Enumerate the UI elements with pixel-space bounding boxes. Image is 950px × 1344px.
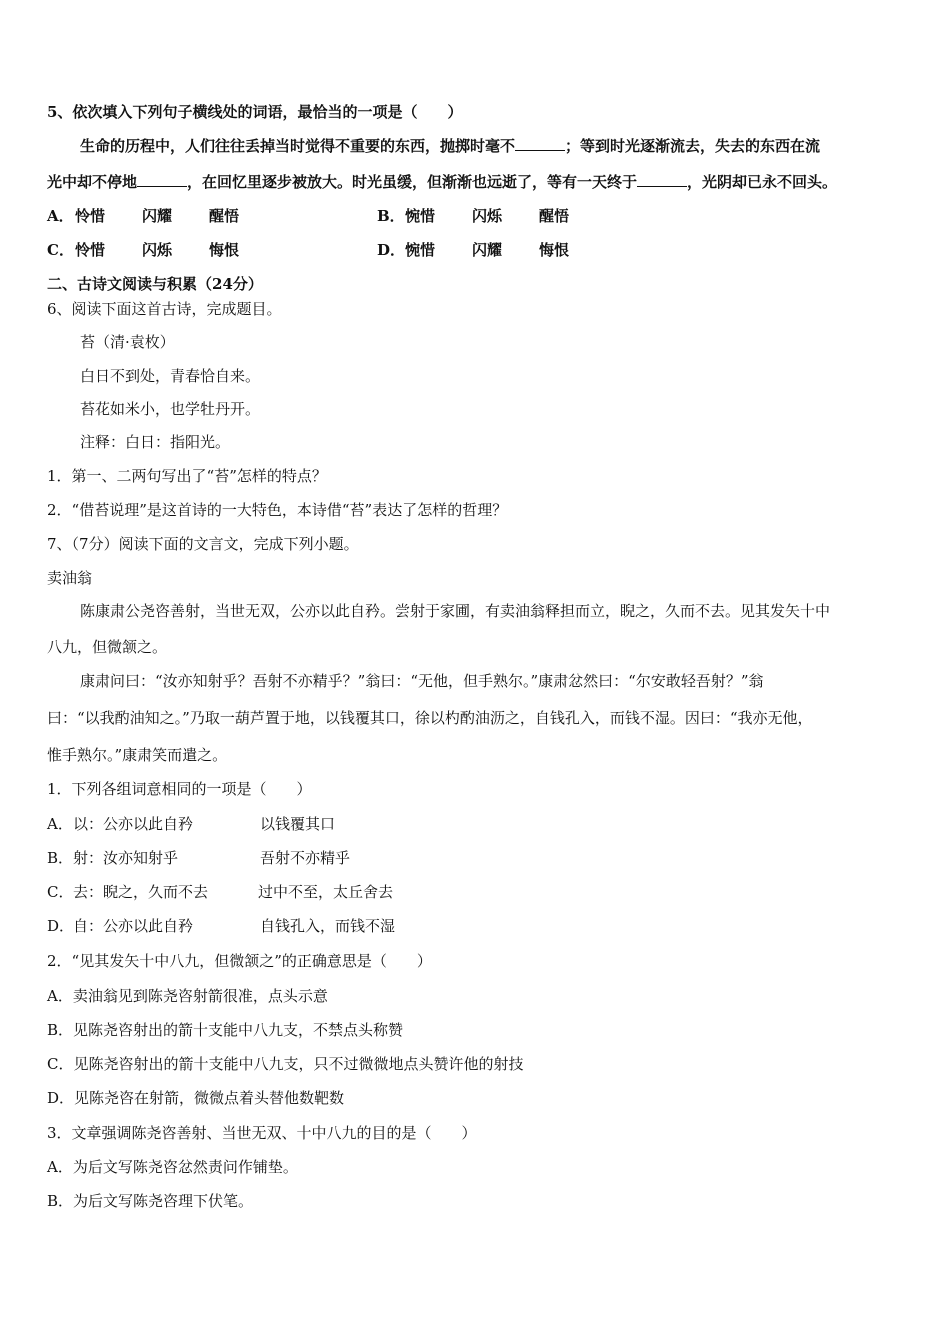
option-key: C． bbox=[47, 1055, 74, 1073]
option-word: 悔恨 bbox=[539, 241, 570, 259]
section-title: 二、古诗文阅读与积累（24分） bbox=[47, 275, 263, 293]
option-text: 自钱孔入，而钱不湿 bbox=[260, 917, 396, 935]
q7-stem: 7、（7分）阅读下面的文言文，完成下列小题。 bbox=[47, 535, 359, 553]
option-text: 射：汝亦知射乎 bbox=[73, 849, 179, 867]
option-word: 悔恨 bbox=[209, 241, 240, 259]
option-text: 以钱覆其口 bbox=[260, 815, 336, 833]
option-key: B． bbox=[47, 1021, 74, 1039]
q7-s2-option-b[interactable] bbox=[47, 1020, 403, 1040]
option-key: A． bbox=[47, 815, 73, 833]
option-text: 自：公亦以此自矜 bbox=[73, 917, 194, 935]
q5-passage-line2 bbox=[47, 172, 837, 192]
q5-stem: 5、依次填入下列句子横线处的词语，最恰当的一项是（ ） bbox=[47, 103, 463, 121]
option-word: 醒悟 bbox=[209, 207, 240, 225]
q7-s2-stem: 2．“见其发矢十中八九，但微颔之”的正确意思是（ ） bbox=[47, 952, 432, 970]
option-word: 惋惜 bbox=[405, 207, 436, 225]
q7-s3-stem: 3．文章强调陈尧咨善射、当世无双、十中八九的目的是（ ） bbox=[47, 1124, 477, 1142]
option-word: 怜惜 bbox=[75, 207, 106, 225]
q6-stem: 6、阅读下面这首古诗，完成题目。 bbox=[47, 300, 282, 318]
option-word: 闪耀 bbox=[142, 207, 173, 225]
q7-s2-option-d[interactable] bbox=[47, 1088, 344, 1108]
q5-blank-3[interactable] bbox=[637, 172, 687, 187]
q5-passage-c: 光中却不停地 bbox=[47, 173, 138, 191]
option-key: D． bbox=[377, 241, 406, 259]
option-key: B． bbox=[47, 849, 74, 867]
option-word: 醒悟 bbox=[539, 207, 570, 225]
poem-title: 苔（清·袁枚） bbox=[80, 333, 175, 351]
q7-para2-line2: 曰：“以我酌油知之。”乃取一葫芦置于地，以钱覆其口，徐以杓酌油沥之，自钱孔入，而钱不湿。因曰：“我亦无他， bbox=[47, 709, 813, 727]
option-text: 去：睨之，久而不去 bbox=[73, 883, 209, 901]
option-word: 惋惜 bbox=[405, 241, 436, 259]
option-text: 过中不至，太丘舍去 bbox=[258, 883, 394, 901]
q5-blank-2[interactable] bbox=[137, 172, 187, 187]
q6-sub1: 1．第一、二两句写出了“苔”怎样的特点？ bbox=[47, 467, 327, 485]
option-word: 闪烁 bbox=[472, 207, 503, 225]
q7-para1-line1: 陈康肃公尧咨善射，当世无双，公亦以此自矜。尝射于家圃，有卖油翁释担而立，睨之，久而不去。见其发矢十中 bbox=[80, 602, 831, 620]
q7-para2-line3: 惟手熟尔。”康肃笑而遣之。 bbox=[47, 746, 228, 764]
q5-passage-e: ，光阴却已永不回头。 bbox=[687, 173, 838, 191]
option-text: 卖油翁见到陈尧咨射箭很准，点头示意 bbox=[72, 987, 328, 1005]
option-text: 见陈尧咨射出的箭十支能中八九支，不禁点头称赞 bbox=[73, 1021, 404, 1039]
option-word: 闪耀 bbox=[472, 241, 503, 259]
poem-line-1: 白日不到处，青春恰自来。 bbox=[80, 367, 261, 385]
option-text: 为后文写陈尧咨忿然责问作铺垫。 bbox=[72, 1158, 298, 1176]
option-word: 闪烁 bbox=[142, 241, 173, 259]
option-key: C． bbox=[47, 883, 74, 901]
option-text: 吾射不亦精乎 bbox=[260, 849, 351, 867]
q5-passage-d: ，在回忆里逐步被放大。时光虽缓，但渐渐也远逝了，等有一天终于 bbox=[187, 173, 638, 191]
option-key: D． bbox=[47, 917, 75, 935]
q5-blank-1[interactable] bbox=[515, 136, 565, 151]
option-text: 以：公亦以此自矜 bbox=[73, 815, 194, 833]
option-key: C． bbox=[47, 241, 74, 259]
option-key: A． bbox=[47, 1158, 73, 1176]
q5-passage-b: ；等到时光逐渐流去，失去的东西在流 bbox=[565, 137, 821, 155]
q7-title: 卖油翁 bbox=[47, 569, 93, 587]
q6-sub2: 2．“借苔说理”是这首诗的一大特色，本诗借“苔”表达了怎样的哲理？ bbox=[47, 501, 508, 519]
q7-s1-stem: 1．下列各组词意相同的一项是（ ） bbox=[47, 780, 312, 798]
q7-para1-line2: 八九，但微颔之。 bbox=[47, 638, 168, 656]
poem-line-2: 苔花如米小，也学牡丹开。 bbox=[80, 400, 261, 418]
q5-passage-line1 bbox=[80, 136, 820, 156]
q7-para2-line1: 康肃问曰：“汝亦知射乎？吾射不亦精乎？”翁曰：“无他，但手熟尔。”康肃忿然曰：“尔安敢轻吾射？”翁 bbox=[80, 672, 764, 690]
q7-s3-option-b[interactable] bbox=[47, 1191, 253, 1211]
poem-note: 注释：白日：指阳光。 bbox=[80, 433, 231, 451]
option-key: A． bbox=[47, 987, 73, 1005]
q5-passage-a: 生命的历程中，人们往往丢掉当时觉得不重要的东西，抛掷时毫不 bbox=[80, 137, 516, 155]
option-text: 见陈尧咨射出的箭十支能中八九支，只不过微微地点头赞许他的射技 bbox=[73, 1055, 524, 1073]
option-key: B． bbox=[377, 207, 405, 225]
q7-s3-option-a[interactable] bbox=[47, 1157, 298, 1177]
option-key: A． bbox=[47, 207, 74, 225]
option-text: 为后文写陈尧咨理下伏笔。 bbox=[73, 1192, 254, 1210]
q7-s2-option-c[interactable] bbox=[47, 1054, 524, 1074]
option-key: D． bbox=[47, 1089, 75, 1107]
q7-s2-option-a[interactable] bbox=[47, 986, 328, 1006]
option-key: B． bbox=[47, 1192, 74, 1210]
option-text: 见陈尧咨在射箭，微微点着头替他数靶数 bbox=[74, 1089, 345, 1107]
option-word: 怜惜 bbox=[75, 241, 106, 259]
